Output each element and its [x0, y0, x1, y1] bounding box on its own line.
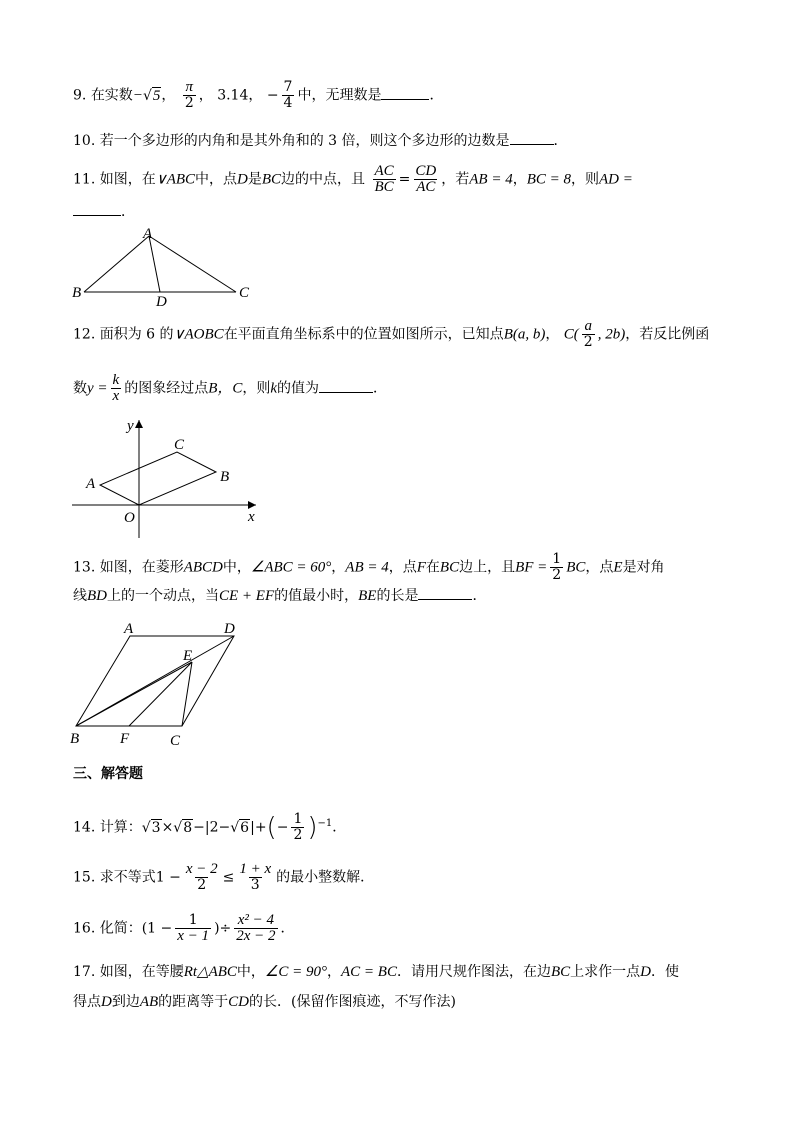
fraction-k-over-x: $\frac{k}{x}$	[112, 372, 120, 404]
question-13: 13. 如图，在菱形ABCD中，∠ABC = 60°，AB = 4，点F在BC边上，且BF = $\frac{1}{2}$ BC，点E是对角	[73, 551, 665, 583]
label-F: F	[120, 731, 130, 747]
fraction-a-over-2: $\frac{a}{2}$	[583, 318, 593, 350]
answer-blank-9[interactable]	[381, 87, 429, 100]
fraction-x-minus-2-over-2: $\frac{x - 2}{2}$	[185, 861, 218, 893]
label-O: O	[124, 510, 135, 526]
question-15: 15. 求不等式1 − $\frac{x - 2}{2}$ ≤ $\frac{1 + x}{3}$ 的最小整数解．	[73, 861, 375, 893]
answer-blank-13[interactable]	[418, 587, 472, 600]
label-A: A	[124, 621, 134, 637]
label-B: B	[72, 285, 82, 301]
question-12: 12. 面积为 6 的∨AOBC在平面直角坐标系中的位置如图所示，已知点B(a, b)， C( $\frac{a}{2}$ , 2b)，若反比例函	[73, 318, 710, 350]
label-A: A	[143, 226, 153, 242]
question-12-line2: 数y = $\frac{k}{x}$ 的图象经过点B，C，则k的值为 ．	[73, 372, 388, 404]
question-13-line2: 线BD上的一个动点，当CE + EF的值最小时，BE的长是 ．	[73, 588, 487, 604]
label-C: C	[170, 733, 181, 749]
figure-11-triangle	[68, 226, 258, 310]
label-x: x	[248, 509, 255, 525]
label-C: C	[174, 437, 185, 453]
answer-blank-12[interactable]	[319, 380, 373, 393]
answer-blank-10[interactable]	[510, 132, 554, 145]
fraction-1-over-2: $\frac{1}{2}$	[552, 551, 562, 583]
sqrt-5: √5	[142, 87, 161, 104]
figure-13-rhombus	[66, 618, 256, 750]
section-3-heading: 三、解答题	[73, 766, 143, 782]
question-14: 14. 计算：√3×√8−|2−√6|+(− $\frac{1}{2}$ )$^{-1}$．	[73, 811, 347, 843]
fraction-1-plus-x-over-3: $\frac{1 + x}{3}$	[239, 861, 272, 893]
fraction-7-over-4: $\frac{7}{4}$	[283, 79, 293, 111]
sqrt-6: √6	[230, 819, 250, 836]
figure-12-parallelogram	[68, 414, 268, 542]
question-10: 10. 若一个多边形的内角和是其外角和的 3 倍，则这个多边形的边数是 ．	[73, 133, 568, 149]
question-9: 9. 在实数−√5， $\frac{\pi}{2}$ ， 3.14， − $\frac{7}{4}$ 中，无理数是 ．	[73, 79, 444, 111]
label-C: C	[239, 285, 250, 301]
fraction-1-over-x-minus-1: $\frac{1}{x - 1}$	[177, 912, 210, 944]
fraction-pi-over-2: $\frac{\pi}{2}$	[184, 79, 194, 111]
fraction-1-over-2: $\frac{1}{2}$	[293, 811, 303, 843]
label-A: A	[86, 476, 96, 492]
question-17-line2: 得点D到边AB的距离等于CD的长．(保留作图痕迹，不写作法)	[73, 994, 456, 1010]
sqrt-8: √8	[173, 819, 193, 836]
question-17: 17. 如图，在等腰Rt△ABC中，∠C = 90°，AC = BC．请用尺规作图法，在边BC上求作一点D．使	[73, 964, 679, 980]
question-11-line2: ．	[73, 202, 135, 222]
sqrt-3: √3	[141, 819, 161, 836]
label-B: B	[70, 731, 80, 747]
fraction-cd-over-ac: $\frac{CD}{AC}$	[415, 163, 437, 195]
label-D: D	[224, 621, 235, 637]
fraction-ac-over-bc: $\frac{AC}{BC}$	[374, 163, 394, 195]
label-E: E	[183, 648, 193, 664]
label-D: D	[156, 294, 167, 310]
label-y: y	[127, 418, 134, 434]
answer-blank-11[interactable]	[73, 203, 121, 216]
fraction-x2-minus-4-over-2x-minus-2: $\frac{\text{x² − 4}}{2x - 2}$	[236, 912, 276, 944]
question-11: 11. 如图，在∨ABC中，点D是BC边的中点，且 $\frac{AC}{BC}$ = $\frac{CD}{AC}$ ，若AB = 4，BC = 8，则AD =	[73, 163, 633, 195]
question-16: 16. 化简：(1 − $\frac{1}{x - 1}$ )÷ $\frac{\text{x² − 4}}{2x - 2}$ ．	[73, 912, 295, 944]
label-B: B	[220, 469, 230, 485]
